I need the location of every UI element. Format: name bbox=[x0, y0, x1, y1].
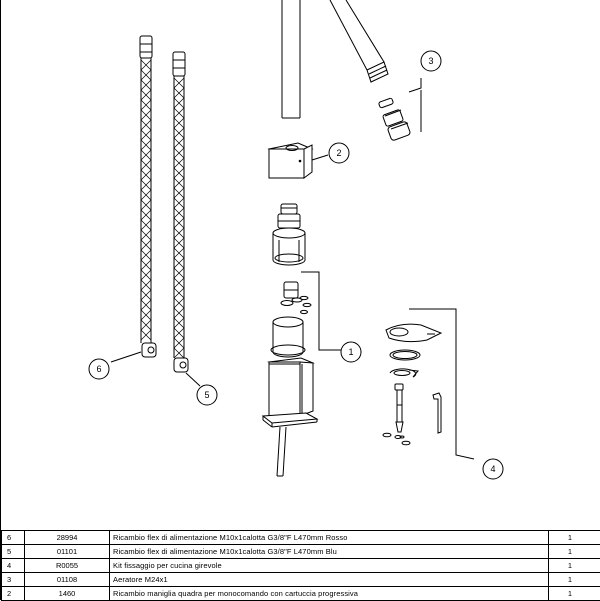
flex-hose-red bbox=[173, 52, 188, 372]
callout-5-number: 5 bbox=[204, 390, 209, 400]
row-position: 6 bbox=[2, 531, 25, 545]
row-pad bbox=[591, 531, 600, 545]
fixing-kit bbox=[383, 324, 441, 445]
row-pad bbox=[591, 573, 600, 587]
callout-6-number: 6 bbox=[96, 364, 101, 374]
row-description: Ricambio maniglia quadra per monocomando con cartuccia progressiva bbox=[110, 587, 549, 601]
exploded-view-drawing bbox=[1, 0, 600, 532]
table-row bbox=[2, 531, 600, 545]
row-code: R0055 bbox=[25, 559, 110, 573]
table-row bbox=[2, 587, 600, 601]
cartridge bbox=[273, 204, 305, 265]
callout-1 bbox=[341, 342, 361, 362]
row-quantity: 1 bbox=[549, 573, 592, 587]
row-pad bbox=[591, 587, 600, 601]
parts-list-table bbox=[1, 530, 600, 601]
callout-6 bbox=[89, 359, 109, 379]
cartridge-insert bbox=[281, 282, 311, 314]
row-code: 1460 bbox=[25, 587, 110, 601]
row-description: Kit fissaggio per cucina girevole bbox=[110, 559, 549, 573]
row-position: 5 bbox=[2, 545, 25, 559]
row-position: 2 bbox=[2, 587, 25, 601]
table-row bbox=[2, 573, 600, 587]
leader-line-5 bbox=[186, 373, 200, 386]
leader-line-3 bbox=[409, 78, 421, 92]
row-quantity: 1 bbox=[549, 545, 592, 559]
faucet-body bbox=[263, 358, 317, 476]
row-position: 3 bbox=[2, 573, 25, 587]
table-row bbox=[2, 545, 600, 559]
row-quantity: 1 bbox=[549, 531, 592, 545]
callout-4-number: 4 bbox=[490, 464, 495, 474]
row-code: 28994 bbox=[25, 531, 110, 545]
callout-5 bbox=[197, 385, 217, 405]
callout-2 bbox=[329, 143, 349, 163]
row-quantity: 1 bbox=[549, 587, 592, 601]
handle-cube bbox=[269, 143, 312, 178]
row-pad bbox=[591, 545, 600, 559]
callout-4 bbox=[483, 459, 503, 479]
row-position: 4 bbox=[2, 559, 25, 573]
callout-1-number: 1 bbox=[348, 347, 353, 357]
row-description: Ricambio flex di alimentazione M10x1calotta G3/8"F L470mm Blu bbox=[110, 545, 549, 559]
row-description: Aeratore M24x1 bbox=[110, 573, 549, 587]
leader-line-2 bbox=[312, 155, 328, 160]
aerator-parts bbox=[378, 98, 410, 141]
callout-2-number: 2 bbox=[336, 148, 341, 158]
row-code: 01108 bbox=[25, 573, 110, 587]
table-row bbox=[2, 559, 600, 573]
callout-3 bbox=[421, 51, 441, 71]
callout-3-number: 3 bbox=[428, 56, 433, 66]
spout-tube bbox=[282, 0, 388, 118]
row-code: 01101 bbox=[25, 545, 110, 559]
body-cylinder bbox=[271, 317, 305, 357]
leader-line-6 bbox=[111, 352, 141, 362]
row-pad bbox=[591, 559, 600, 573]
flex-hose-blue bbox=[140, 36, 156, 357]
row-description: Ricambio flex di alimentazione M10x1calotta G3/8"F L470mm Rosso bbox=[110, 531, 549, 545]
row-quantity: 1 bbox=[549, 559, 592, 573]
